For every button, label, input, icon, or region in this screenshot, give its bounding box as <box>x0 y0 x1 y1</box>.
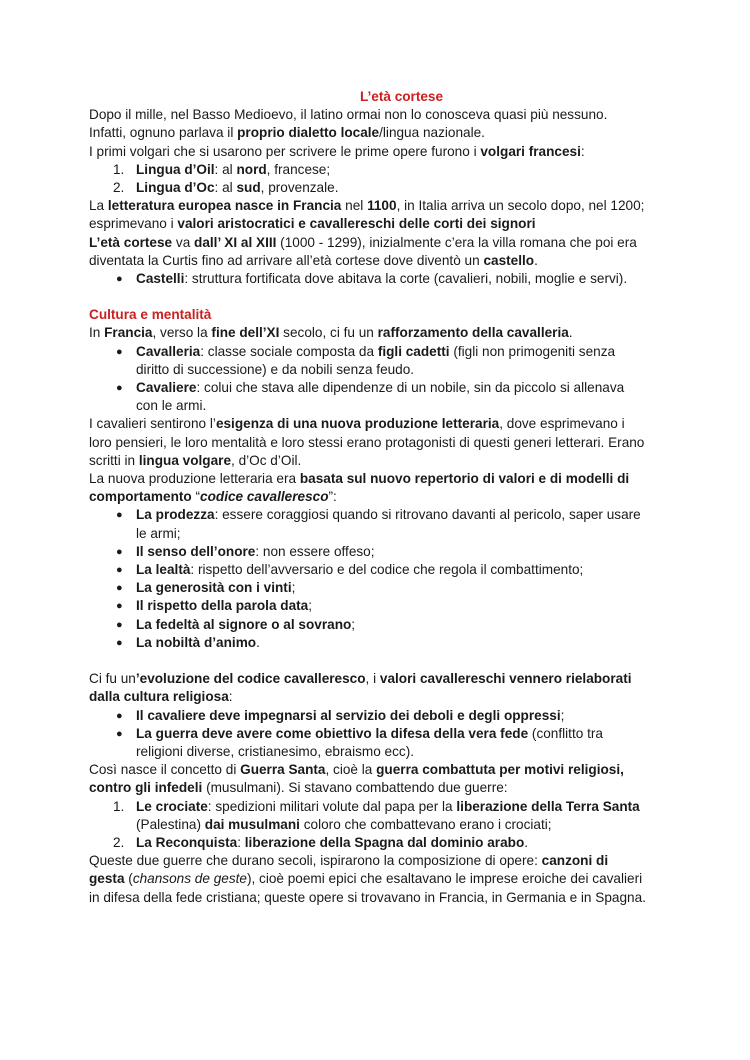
paragraph: gesta (chansons de geste), cioè poemi epici che esaltavano le imprese eroiche dei cavalieri <box>89 871 643 887</box>
paragraph: esprimevano i valori aristocratici e cavallereschi delle corti dei signori <box>89 216 536 232</box>
list-item: ● Il senso dell’onore: non essere offeso; <box>116 543 375 559</box>
list-item: ● La nobiltà d’animo. <box>116 634 260 650</box>
paragraph: La letteratura europea nasce in Francia nel 1100, in Italia arriva un secolo dopo, nel 1200; <box>89 198 645 214</box>
bullet-list-values <box>89 506 710 652</box>
paragraph: I cavalieri sentirono l’esigenza di una nuova produzione letteraria, dove esprimevano i <box>89 416 625 432</box>
paragraph: diventata la Curtis fino ad arrivare all’età cortese dove diventò un castello. <box>89 252 538 268</box>
list-item: ● Cavalleria: classe sociale composta da figli cadetti (figli non primogeniti senza diritto di successione) e da nobili senza feudo. <box>116 343 616 377</box>
ordered-list <box>89 161 710 197</box>
paragraph: in difesa della fede cristiana; queste opere si trovavano in Francia, in Germania e in Spagna. <box>89 889 646 905</box>
bullet-list <box>89 270 710 288</box>
paragraph: Dopo il mille, nel Basso Medioevo, il latino ormai non lo conosceva quasi più nessuno. <box>89 107 608 123</box>
paragraph: Ci fu un’evoluzione del codice cavalleresco, i valori cavallereschi vennero rielaborati <box>89 671 632 687</box>
list-item: 2. La Reconquista: liberazione della Spagna dal dominio arabo. <box>113 834 529 850</box>
list-item: 2. Lingua d’Oc: al sud, provenzale. <box>113 180 339 196</box>
paragraph: dalla cultura religiosa: <box>89 689 233 705</box>
paragraph: Così nasce il concetto di Guerra Santa, cioè la guerra combattuta per motivi religiosi, <box>89 762 624 778</box>
list-item: ● Cavaliere: colui che stava alle dipendenze di un nobile, sin da piccolo si allenava con le armi. <box>116 380 625 414</box>
page-title: L’età cortese <box>359 89 444 104</box>
paragraph: scritti in lingua volgare, d’Oc d’Oil. <box>89 452 302 468</box>
bullet-list <box>89 343 710 416</box>
section-heading: Cultura e mentalità <box>89 307 212 323</box>
paragraph: I primi volgari che si usarono per scrivere le prime opere furono i volgari francesi: <box>89 143 585 159</box>
paragraph: loro pensieri, le loro mentalità e loro stessi erano protagonisti di questi generi letterari. Erano <box>89 434 645 450</box>
list-item: 1. Le crociate: spedizioni militari volute dal papa per la liberazione della Terra Santa (Palestina) dai musulmani coloro che combattevano erano i crociati; <box>113 798 640 832</box>
paragraph: comportamento “codice cavalleresco”: <box>89 489 337 505</box>
bullet-list <box>89 707 710 762</box>
list-item: ● La prodezza: essere coraggiosi quando si ritrovano davanti al pericolo, saper usare le armi; <box>116 507 641 541</box>
ordered-list <box>89 798 710 853</box>
list-item: ● La guerra deve avere come obiettivo la difesa della vera fede (conflitto tra religioni diverse, cristianesimo, ebraismo ecc). <box>116 725 603 759</box>
paragraph: L’età cortese va dall’ XI al XIII (1000 - 1299), inizialmente c’era la villa romana che poi era <box>89 234 637 250</box>
list-item: ● La generosità con i vinti; <box>116 580 296 596</box>
list-item: ● Il rispetto della parola data; <box>116 598 313 614</box>
list-item: ● Il cavaliere deve impegnarsi al servizio dei deboli e degli oppressi; <box>116 707 565 723</box>
paragraph: La nuova produzione letteraria era basata sul nuovo repertorio di valori e di modelli di <box>89 471 630 487</box>
list-item: ● Castelli: struttura fortificata dove abitava la corte (cavalieri, nobili, moglie e servi). <box>116 271 628 287</box>
paragraph: In Francia, verso la fine dell’XI secolo, ci fu un rafforzamento della cavalleria. <box>89 325 573 341</box>
list-item: ● La lealtà: rispetto dell’avversario e del codice che regola il combattimento; <box>116 562 584 578</box>
paragraph: Infatti, ognuno parlava il proprio dialetto locale/lingua nazionale. <box>89 125 485 141</box>
list-item: ● La fedeltà al signore o al sovrano; <box>116 616 356 632</box>
paragraph: contro gli infedeli (musulmani). Si stavano combattendo due guerre: <box>89 780 508 796</box>
list-item: 1. Lingua d’Oil: al nord, francese; <box>113 161 331 177</box>
paragraph: Queste due guerre che durano secoli, ispirarono la composizione di opere: canzoni di <box>89 853 609 869</box>
